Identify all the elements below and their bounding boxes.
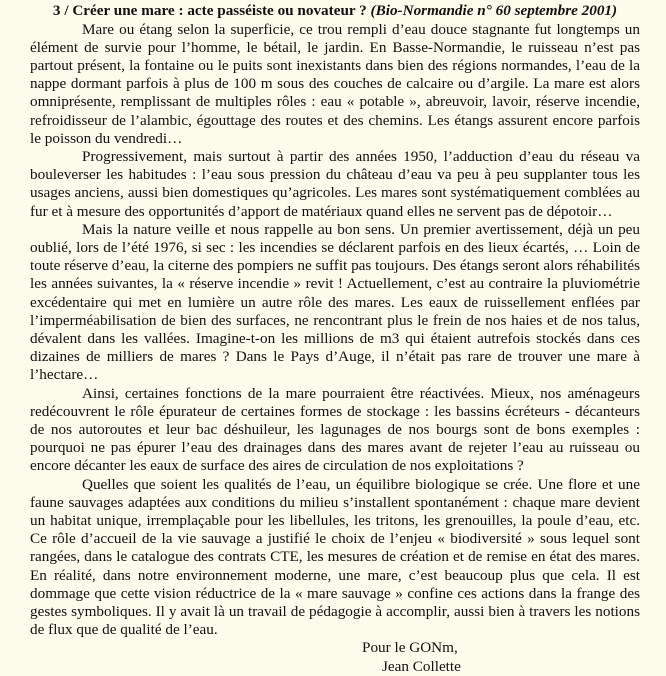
paragraph-3: Mais la nature veille et nous rappelle au bon sens. Un premier avertissement, déjà un peu oublié, lors de l’été 1976, si sec : les incendies se déclarent parfois en des lieux écartés, … Loin de toute réserve d’eau, la citerne des pompiers ne suffit pas toujours. Des étangs seront alors réhabilités les années suivantes, la « réserve incendie » revit ! Actuellement, c’est au contraire la pluviométrie excédentaire qui met en lumière un autre rôle des mares. Les eaux de ruissellement enflées par l’imperméabilisation de bien des surfaces, ne rencontrant plus le frein de nos haies et de nos talus, dévalent dans les vallées. Imagine-t-on les millions de m3 qui étaient autrefois stockés dans ces dizaines de milliers de mares ? Dans le Pays d’Auge, il n’était pas rare de trouver une mare à l’hectare… xyxy=(30,220,640,384)
signature-author: Jean Collette xyxy=(382,657,461,675)
article-heading xyxy=(30,2,640,21)
paragraph-4: Ainsi, certaines fonctions de la mare pourraient être réactivées. Mieux, nos aménageurs redécouvrent le rôle épurateur de certaines formes de stockage : les bassins écréteurs - décanteurs de nos autoroutes et leur bac déshuileur, les lagunages de nos bourgs sont de bons exemples : pourquoi ne pas épurer l’eau des drainages dans des mares avant de rejeter l’eau au ruisseau ou encore décanter les eaux de surface des aires de circulation de nos exploitations ? xyxy=(30,384,640,475)
paragraph-2: Progressivement, mais surtout à partir des années 1950, l’adduction d’eau du réseau va bouleverser les habitudes : l’eau sous pression du château d’eau va peu à peu supplanter tous les usages anciens, aussi bien domestiques qu’agricoles. Les mares sont systématiquement comblées au fur et à mesure des opportunités d’apport de matériaux quand elles ne servent pas de dépotoir… xyxy=(30,147,640,220)
signature-block xyxy=(30,639,640,675)
paragraph-1: Mare ou étang selon la superficie, ce trou rempli d’eau douce stagnante fut longtemps un élément de survie pour l’homme, le bétail, le jardin. En Basse-Normandie, le ruisseau n’est pas partout présent, la fontaine ou le puits sont inexistants dans bien des régions normandes, l’eau de la nappe dormant parfois à plus de 100 m sous des couches de calcaire ou d’argile. La mare est alors omniprésente, remplissant de multiples rôles : eau « potable », abreuvoir, lavoir, réserve incendie, refroidisseur de l’alambic, égouttage des routes et des chemins. Les étangs assurent encore parfois le poisson du vendredi… xyxy=(30,20,640,147)
article-title: 3 / Créer une mare : acte passéiste ou novateur ? xyxy=(52,2,367,19)
signature-organization: Pour le GONm, xyxy=(362,639,458,657)
article-source: (Bio-Normandie n° 60 septembre 2001) xyxy=(370,2,618,19)
paragraph-5: Quelles que soient les qualités de l’eau, un équilibre biologique se crée. Une flore et une faune sauvages adaptées aux conditions du milieu s’installent spontanément : chaque mare devient un habitat unique, irremplaçable pour les libellules, les tritons, les grenouilles, la poule d’eau, etc. Ce rôle d’accueil de la vie sauvage a justifié le choix de l’enjeu « biodiversité » sous lequel sont rangées, dans le catalogue des contrats CTE, les mesures de création et de remise en état des mares. En réalité, dans notre environnement moderne, une mare, c’est beaucoup plus que cela. Il est dommage que cette vision réductrice de la « mare sauvage » confine ces actions dans la frange des gestes symboliques. Il y avait là un travail de pédagogie à accomplir, aussi bien à travers les notions de flux que de qualité de l’eau. xyxy=(30,475,640,639)
